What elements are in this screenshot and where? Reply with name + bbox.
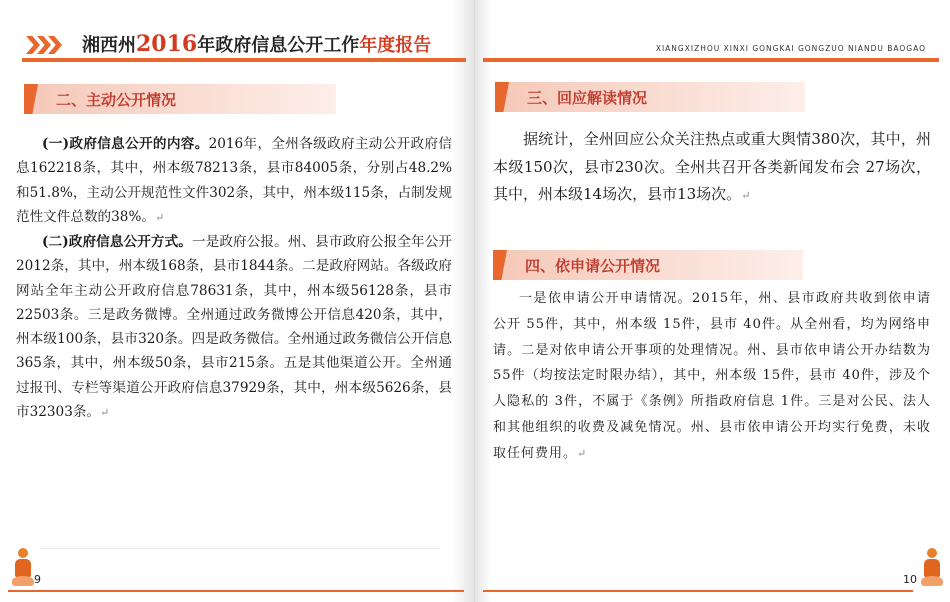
paragraph-text: 据统计，全州回应公众关注热点或重大舆情380次，其中，州本级150次，县市230次。全州共召开各类新闻发布会 27场次，其中，州本级14场次，县市13场次。 xyxy=(493,130,931,203)
paragraph-text: 一是依申请公开申请情况。2015年，州、县市政府共收到依申请公开 55件，其中，州本级 15件，县市 40件。从全州看，均为网络申请。二是对依申请公开事项的处理情况。州、县市依申请公开办结数为 55件（均按法定时限办结），其中，州本级 15件，县市 40件，涉及个人隐私的 3件，不属于《条例》所指政府信息 1件。三是对公民、法人和其他组织的收费及减免情况。州、县市依申请公开均实行免费，未收取任何费用。 xyxy=(493,291,931,461)
section-title: 二、主动公开情况 xyxy=(56,91,177,109)
person-podium-icon xyxy=(12,548,34,588)
page-number: 9 xyxy=(34,573,41,586)
person-podium-icon xyxy=(921,548,943,588)
return-mark: ↵ xyxy=(100,406,110,420)
page-number: 10 xyxy=(903,573,917,586)
title-year: 2016 xyxy=(136,31,198,57)
paragraph-lead: (二)政府信息公开方式。 xyxy=(42,234,192,250)
header-pinyin: XIANGXIZHOU XINXI GONGKAI GONGZUO NIANDU BAOGAO xyxy=(655,44,926,53)
header-rule xyxy=(483,58,939,62)
title-report: 年度报告 xyxy=(359,35,432,56)
section-title: 四、依申请公开情况 xyxy=(525,257,661,275)
paragraph-application xyxy=(493,286,931,467)
section-banner-4 xyxy=(493,250,803,280)
section-banner-3 xyxy=(495,82,805,112)
chevron-right-icon xyxy=(26,36,72,56)
footer-rule xyxy=(483,590,913,592)
section-banner-2 xyxy=(24,84,336,114)
paragraph-response xyxy=(493,126,931,210)
paragraph-content xyxy=(16,132,452,230)
return-mark: ↵ xyxy=(154,210,165,224)
paragraph-lead: (一)政府信息公开的内容。 xyxy=(42,136,209,152)
paragraph-text: 2016年，全州各级政府主动公开政府信息162218条，其中，州本级78213条，县市84005条，分别占48.2%和51.8%，主动公开规范性文件302条，其中，州本级115条，占制发规范性文件总数的38%。 xyxy=(16,136,452,225)
gutter-shadow xyxy=(475,0,491,602)
footer-rule xyxy=(8,590,464,592)
paragraph-methods xyxy=(16,230,452,425)
title-middle: 年政府信息公开工作 xyxy=(197,35,360,56)
document-title xyxy=(82,31,431,57)
return-mark: ↵ xyxy=(577,446,588,460)
section-title: 三、回应解读情况 xyxy=(527,89,648,107)
title-prefix: 湘西州 xyxy=(82,35,136,56)
right-page xyxy=(475,0,950,602)
return-mark: ↵ xyxy=(741,189,751,202)
header-rule xyxy=(22,58,466,62)
footer-divider xyxy=(40,548,440,549)
paragraph-text: 一是政府公报。州、县市政府公报全年公开2012条，其中，州本级168条，县市1844条。二是政府网站。各级政府网站全年主动公开政府信息78631条，其中，州本级56128条，县市22503条。三是政务微博。全州通过政务微博公开信息420条，其中，州本级100条，县市320条。四是政务微信。全州通过政务微信公开信息365条，其中，州本级50条，县市215条。五是其他渠道公开。全州通过报刊、专栏等渠道公开政府信息37929条，其中，州本级5626条，县市32303条。 xyxy=(16,234,452,421)
gutter-shadow xyxy=(452,0,474,602)
